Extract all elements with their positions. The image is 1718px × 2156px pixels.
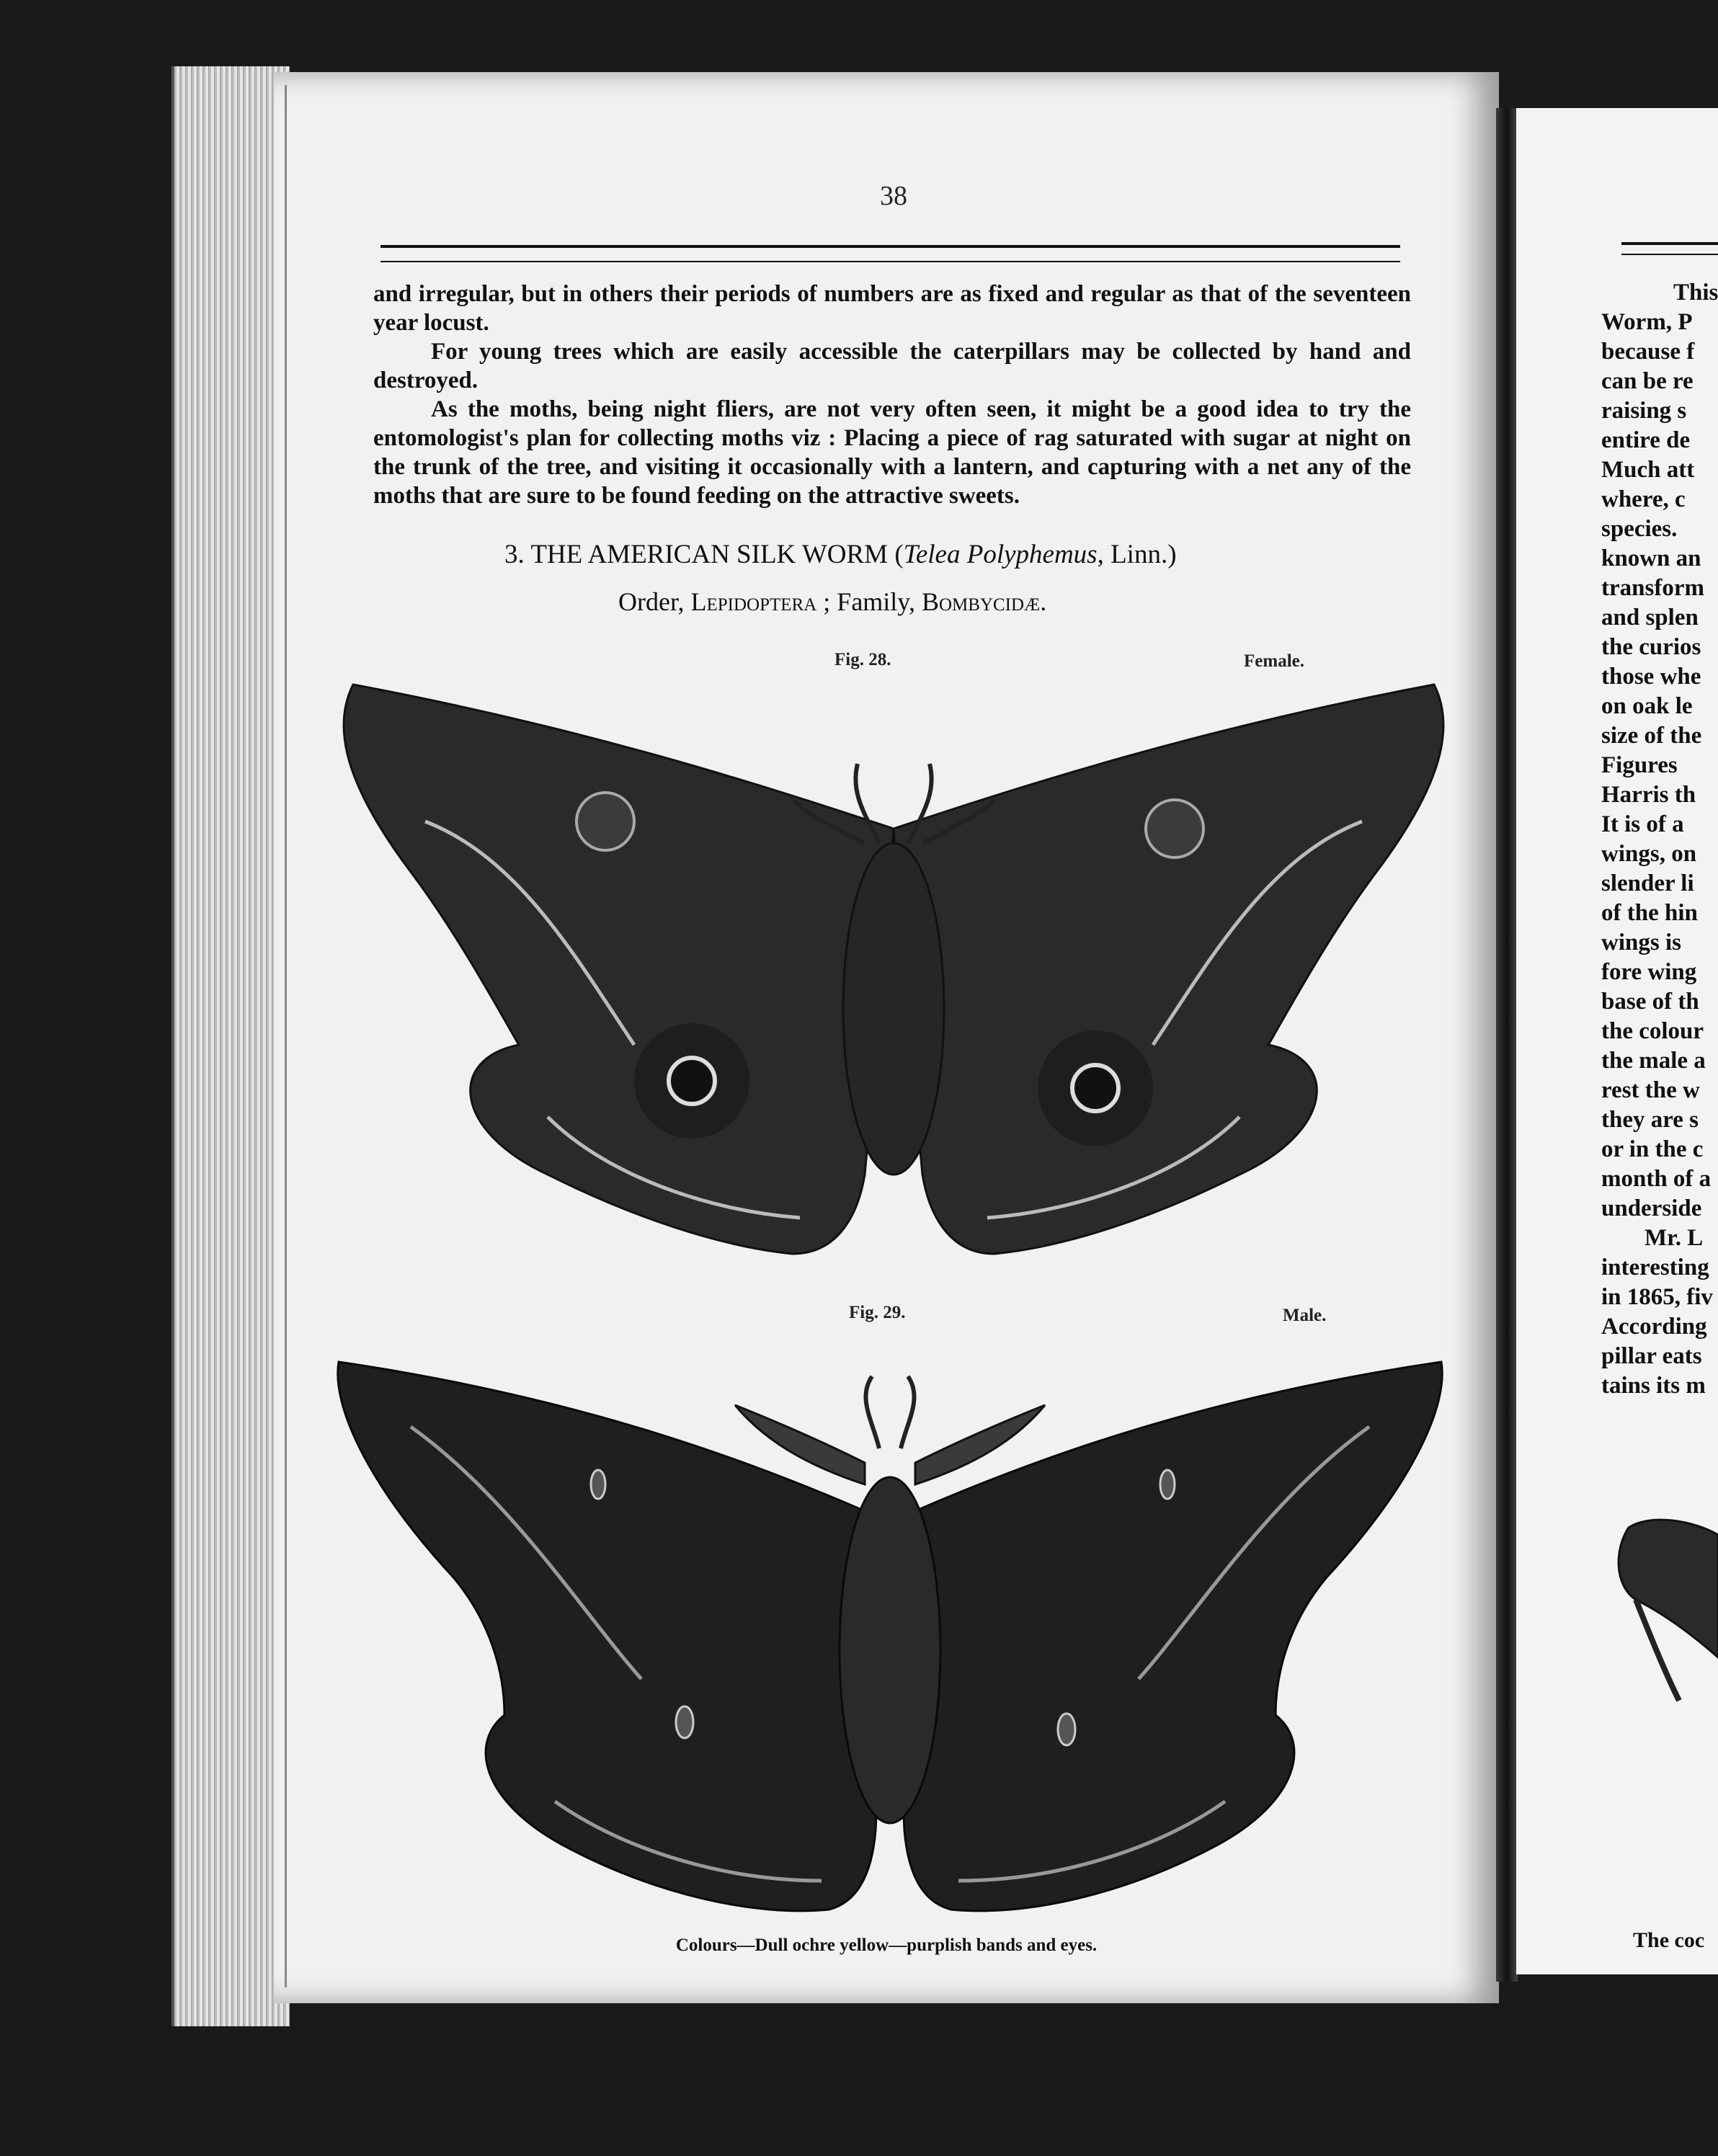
text-line: According xyxy=(1601,1314,1707,1340)
text-line: raising s xyxy=(1601,398,1687,424)
text-line: where, c xyxy=(1601,486,1686,512)
text-line: This xyxy=(1673,280,1718,306)
male-moth-illustration xyxy=(324,1340,1456,1931)
text-line: base of th xyxy=(1601,989,1699,1015)
text-line: It is of a xyxy=(1601,811,1684,837)
text-line: slender li xyxy=(1601,870,1694,896)
order-end: . xyxy=(1040,587,1047,616)
body-text xyxy=(373,280,1411,510)
authority: , Linn.) xyxy=(1097,540,1177,569)
figure-label: Fig. 29. xyxy=(849,1303,906,1322)
text-line: in 1865, fiv xyxy=(1601,1284,1713,1310)
right-header-rule xyxy=(1621,242,1718,255)
text-line: transform xyxy=(1601,575,1704,601)
text-line: wings, on xyxy=(1601,841,1697,867)
text-line: month of a xyxy=(1601,1166,1712,1192)
right-page-figure xyxy=(1607,1513,1718,1729)
paragraph: For young trees which are easily accessible the caterpillars may be collected by hand and destroyed. xyxy=(373,339,1411,393)
family-name: Bombycidæ xyxy=(921,587,1041,616)
text-line: interesting xyxy=(1601,1255,1709,1280)
order-name: Lepidoptera xyxy=(690,587,817,616)
text-line: the colour xyxy=(1601,1018,1704,1044)
text-line: the male a xyxy=(1601,1048,1706,1074)
figure-caption: Colours—Dull ochre yellow—purplish bands and eyes. xyxy=(675,1936,1098,1955)
text-line: tains its m xyxy=(1601,1373,1706,1399)
text-line: because f xyxy=(1601,339,1695,365)
text-line: Much att xyxy=(1601,457,1695,483)
text-line: Worm, P xyxy=(1601,309,1693,335)
order-label: Order, xyxy=(618,587,691,616)
order-family-line xyxy=(618,587,1267,617)
section-title xyxy=(504,539,1297,570)
text-line: underside xyxy=(1601,1195,1702,1221)
text-line: species. xyxy=(1601,516,1678,542)
text-line: fore wing xyxy=(1601,959,1697,985)
figure-sex-label: Male. xyxy=(1283,1306,1327,1325)
book-page-edges xyxy=(172,66,290,2026)
section-title-text: 3. THE AMERICAN SILK WORM ( xyxy=(504,540,904,569)
text-line: of the hin xyxy=(1601,900,1698,926)
text-line: Mr. L xyxy=(1644,1225,1704,1251)
text-line: rest the w xyxy=(1601,1077,1700,1103)
text-line: known an xyxy=(1601,545,1701,571)
text-line: those whe xyxy=(1601,664,1701,690)
book-gutter xyxy=(1496,108,1518,1982)
scientific-name: Telea Polyphemus xyxy=(903,540,1098,569)
text-line: size of the xyxy=(1601,723,1702,749)
text-line: or in the c xyxy=(1601,1136,1704,1162)
page-number: 38 xyxy=(880,181,907,211)
text-line: can be re xyxy=(1601,368,1693,394)
figure-sex-label: Female. xyxy=(1244,651,1304,671)
figure-label: Fig. 28. xyxy=(834,650,891,669)
text-line: Harris th xyxy=(1601,782,1696,808)
text-line: wings is xyxy=(1601,930,1681,956)
paragraph: As the moths, being night fliers, are not very often seen, it might be a good idea to try the entomologist's plan for collecting moths viz : Placing a piece of rag saturated with sugar at night on the trunk of the tree, and visiting it occasionally with a lantern, and capturing with a net any of the moths that are sure to be found feeding on the attractive sweets. xyxy=(373,396,1411,509)
header-rule xyxy=(380,245,1400,262)
text-line: and splen xyxy=(1601,605,1699,631)
text-line: on oak le xyxy=(1601,693,1693,719)
right-page-caption: The coc xyxy=(1633,1928,1705,1952)
right-page-text xyxy=(1601,278,1718,1401)
text-line: the curios xyxy=(1601,634,1701,660)
paragraph: and irregular, but in others their periods of numbers are as fixed and regular as that of the seventeen year locust. xyxy=(373,281,1411,336)
text-line: they are s xyxy=(1601,1107,1699,1133)
female-moth-illustration xyxy=(331,670,1456,1297)
text-line: entire de xyxy=(1601,427,1691,453)
family-label: ; Family, xyxy=(816,587,922,616)
text-line: Figures xyxy=(1601,752,1678,778)
text-line: pillar eats xyxy=(1601,1343,1702,1369)
